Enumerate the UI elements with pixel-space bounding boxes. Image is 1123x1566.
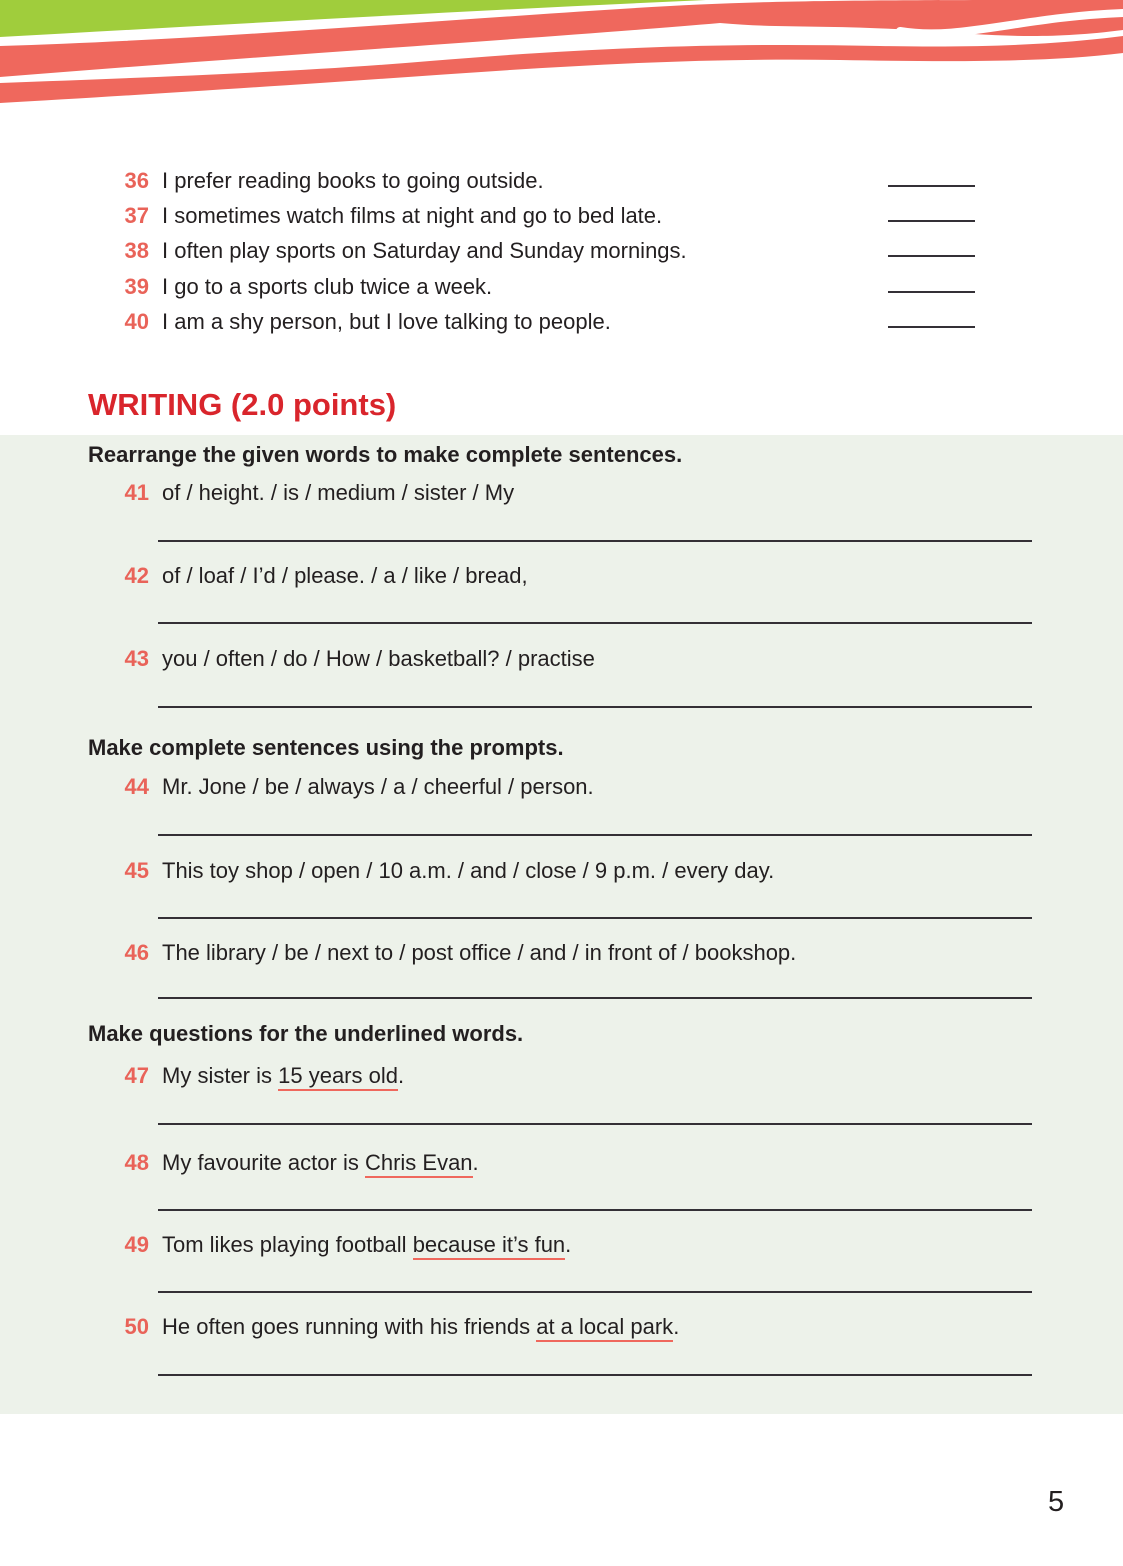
instruction-questions: Make questions for the underlined words. <box>88 1021 524 1046</box>
instruction-rearrange: Rearrange the given words to make complete sentences. <box>88 442 683 467</box>
item-text: you / often / do / How / basketball? / practise <box>162 646 595 671</box>
question-item-row <box>118 1232 571 1258</box>
answer-blank <box>888 255 975 257</box>
underlined-phrase: because it’s fun <box>413 1232 565 1260</box>
prompt-item-row <box>118 858 774 884</box>
statement-text: I am a shy person, but I love talking to people. <box>162 309 611 334</box>
answer-line <box>158 1123 1032 1125</box>
item-number: 42 <box>124 563 149 588</box>
answer-line <box>158 917 1032 919</box>
item-number: 44 <box>124 774 149 799</box>
item-text: Tom likes playing football <box>162 1232 413 1257</box>
answer-line <box>158 1374 1032 1376</box>
statement-row <box>118 203 662 229</box>
section-heading: WRITING (2.0 points) <box>88 387 397 422</box>
item-number: 45 <box>124 858 149 883</box>
statement-text: I often play sports on Saturday and Sunday mornings. <box>162 238 687 263</box>
statement-row <box>118 238 687 264</box>
answer-line <box>158 706 1032 708</box>
item-number: 50 <box>124 1314 149 1339</box>
statement-text: I prefer reading books to going outside. <box>162 168 544 193</box>
answer-blank <box>888 185 975 187</box>
item-number: 48 <box>124 1150 149 1175</box>
prompt-item-row <box>118 774 594 800</box>
answer-line <box>158 1209 1032 1211</box>
prompt-item-row <box>118 940 796 966</box>
question-item-row <box>118 1150 479 1176</box>
instruction-prompts: Make complete sentences using the prompts. <box>88 735 564 760</box>
item-text: My sister is <box>162 1063 279 1088</box>
answer-line <box>158 540 1032 542</box>
item-number: 38 <box>124 238 149 263</box>
item-number: 43 <box>124 646 149 671</box>
answer-blank <box>888 220 975 222</box>
underlined-phrase: Chris Evan <box>365 1150 473 1178</box>
answer-blank <box>888 291 975 293</box>
page-number: 5 <box>1048 1486 1065 1518</box>
item-number: 36 <box>124 168 149 193</box>
underlined-phrase: at a local park <box>536 1314 673 1342</box>
statement-row <box>118 274 492 300</box>
statement-text: I go to a sports club twice a week. <box>162 274 493 299</box>
item-text: He often goes running with his friends <box>162 1314 537 1339</box>
item-number: 49 <box>124 1232 149 1257</box>
item-text: This toy shop / open / 10 a.m. / and / close / 9 p.m. / every day. <box>162 858 775 883</box>
item-text: . <box>565 1232 572 1257</box>
item-number: 41 <box>124 480 149 505</box>
item-number: 46 <box>124 940 149 965</box>
question-item-row <box>118 1063 404 1089</box>
item-text: of / loaf / I’d / please. / a / like / bread, <box>162 563 528 588</box>
rearrange-item-row <box>118 646 595 672</box>
item-text: . <box>397 1063 405 1088</box>
statement-row <box>118 309 611 335</box>
answer-blank <box>888 326 975 328</box>
item-text: Mr. Jone / be / always / a / cheerful / person. <box>162 774 594 799</box>
item-text: of / height. / is / medium / sister / My <box>162 480 515 505</box>
statement-text: I sometimes watch films at night and go to bed late. <box>162 203 663 228</box>
rearrange-item-row <box>118 563 528 589</box>
item-text: My favourite actor is <box>162 1150 365 1175</box>
item-number: 40 <box>124 309 149 334</box>
underlined-phrase: 15 years old <box>278 1063 398 1091</box>
question-item-row <box>118 1314 679 1340</box>
item-text: . <box>673 1314 680 1339</box>
answer-line <box>158 997 1032 999</box>
answer-line <box>158 834 1032 836</box>
item-text: The library / be / next to / post office / and / in front of / bookshop. <box>162 940 797 965</box>
item-number: 39 <box>124 274 149 299</box>
item-text: . <box>472 1150 479 1175</box>
item-number: 47 <box>124 1063 149 1088</box>
answer-line <box>158 622 1032 624</box>
rearrange-item-row <box>118 480 514 506</box>
answer-line <box>158 1291 1032 1293</box>
header-decoration <box>0 0 1123 115</box>
item-number: 37 <box>124 203 149 228</box>
statement-row <box>118 168 544 194</box>
